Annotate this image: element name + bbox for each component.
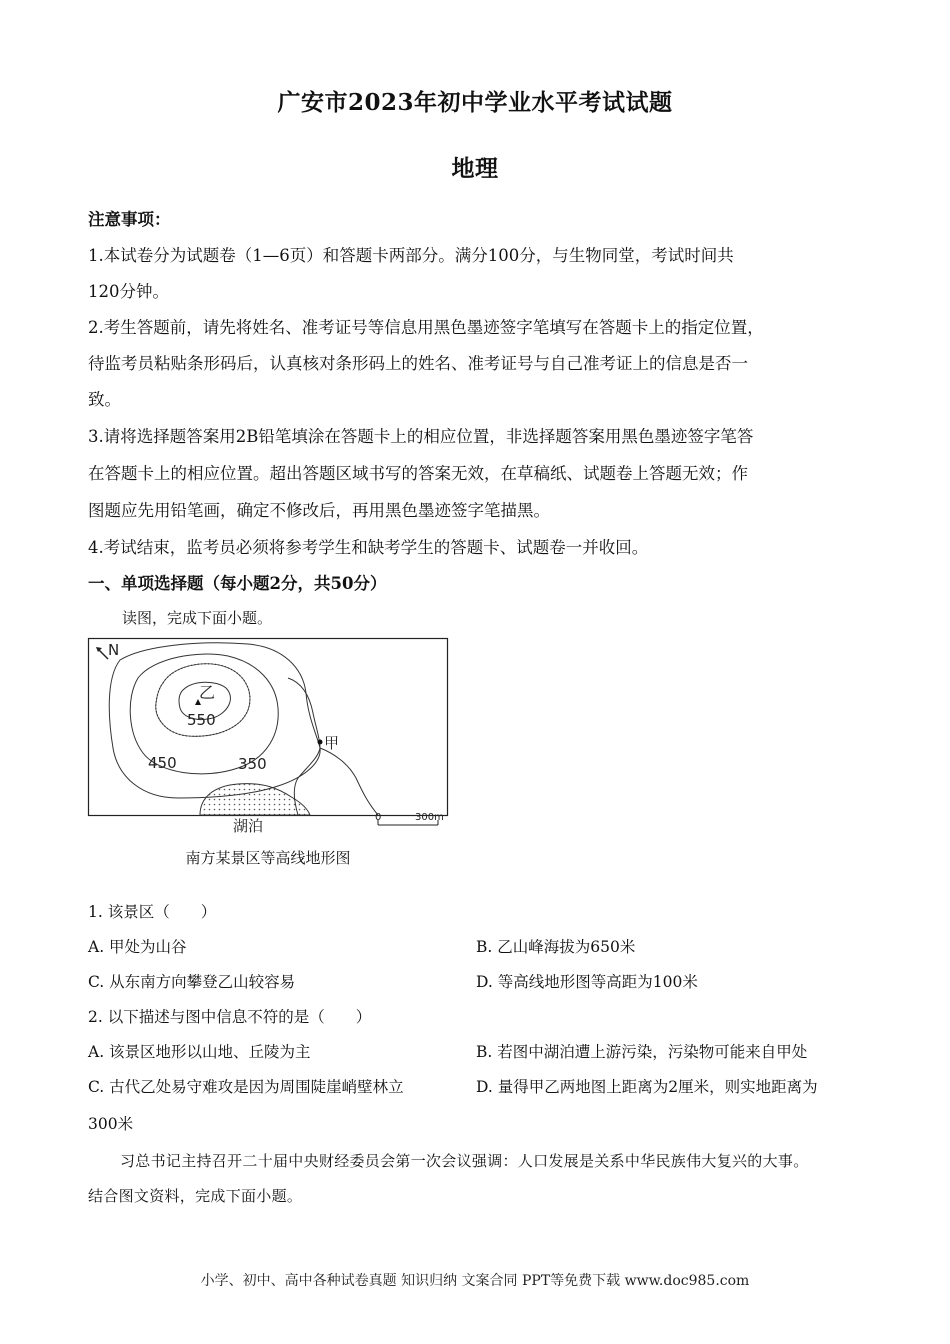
note-line: 3.请将选择题答案用2B铅笔填涂在答题卡上的相应位置，非选择题答案用黑色墨迹签字笔答	[88, 427, 754, 446]
scale-zero: 0	[375, 812, 382, 823]
note-line: 1.本试卷分为试题卷（1—6页）和答题卡两部分。满分100分，与生物同堂，考试时间共	[88, 246, 734, 265]
note-line: 致。	[88, 390, 121, 409]
subject-title: 地理	[451, 155, 499, 182]
question-2-stem: 2. 以下描述与图中信息不符的是（ ）	[88, 1008, 372, 1026]
point-jia-dot	[318, 740, 323, 745]
question-1-stem: 1. 该景区（ ）	[88, 903, 217, 921]
note-line: 2.考生答题前，请先将姓名、准考证号等信息用黑色墨迹签字笔填写在答题卡上的指定位置，	[88, 318, 764, 337]
section-heading: 一、单项选择题（每小题2分，共50分）	[88, 574, 387, 593]
contour-map	[88, 638, 448, 835]
note-line: 待监考员粘贴条形码后，认真核对条形码上的姓名、准考证号与自己准考证上的信息是否一	[88, 354, 748, 373]
exam-title: 广安市2023年初中学业水平考试试题	[277, 89, 673, 116]
question-2-option-d-continued: 300米	[88, 1115, 134, 1133]
question-2-option-b: B. 若图中湖泊遭上游污染，污染物可能来自甲处	[476, 1043, 808, 1061]
scale-end: 300m	[415, 812, 444, 823]
map-caption: 南方某景区等高线地形图	[185, 849, 351, 867]
notes-heading: 注意事项：	[88, 210, 171, 229]
north-label: N	[108, 641, 120, 659]
peak-label: 乙	[199, 683, 216, 702]
question-1-option-a: A. 甲处为山谷	[88, 938, 187, 956]
note-line: 120分钟。	[88, 282, 169, 301]
point-jia-label: 甲	[324, 734, 340, 752]
question-2-option-d: D. 量得甲乙两地图上距离为2厘米，则实地距离为	[476, 1078, 818, 1096]
lake-label: 湖泊	[233, 817, 264, 835]
question-1-option-c: C. 从东南方向攀登乙山较容易	[88, 973, 296, 991]
question-1-option-b: B. 乙山峰海拔为650米	[476, 938, 636, 956]
question-2-option-c: C. 古代乙处易守难攻是因为周围陡崖峭壁林立	[88, 1078, 404, 1096]
page-footer: 小学、初中、高中各种试卷真题 知识归纳 文案合同 PPT等免费下载 www.doc985.com	[200, 1273, 750, 1289]
note-line: 在答题卡上的相应位置。超出答题区域书写的答案无效，在草稿纸、试题卷上答题无效；作	[88, 464, 748, 483]
note-line: 图题应先用铅笔画，确定不修改后，再用黑色墨迹签字笔描黑。	[88, 501, 550, 520]
contour-label-350: 350	[238, 755, 267, 773]
note-line: 4.考试结束，监考员必须将参考学生和缺考学生的答题卡、试题卷一并收回。	[88, 538, 649, 557]
contour-label-550: 550	[187, 711, 216, 729]
contour-label-450: 450	[148, 754, 177, 772]
question-2-option-a: A. 该景区地形以山地、丘陵为主	[88, 1043, 311, 1061]
contour-map-svg	[88, 638, 448, 835]
passage-line-2: 结合图文资料，完成下面小题。	[88, 1187, 303, 1205]
question-1-option-d: D. 等高线地形图等高距为100米	[476, 973, 698, 991]
section-instruction: 读图，完成下面小题。	[122, 609, 273, 627]
passage-line-1: 习总书记主持召开二十届中央财经委员会第一次会议强调：人口发展是关系中华民族伟大复兴的大事。	[120, 1152, 809, 1170]
